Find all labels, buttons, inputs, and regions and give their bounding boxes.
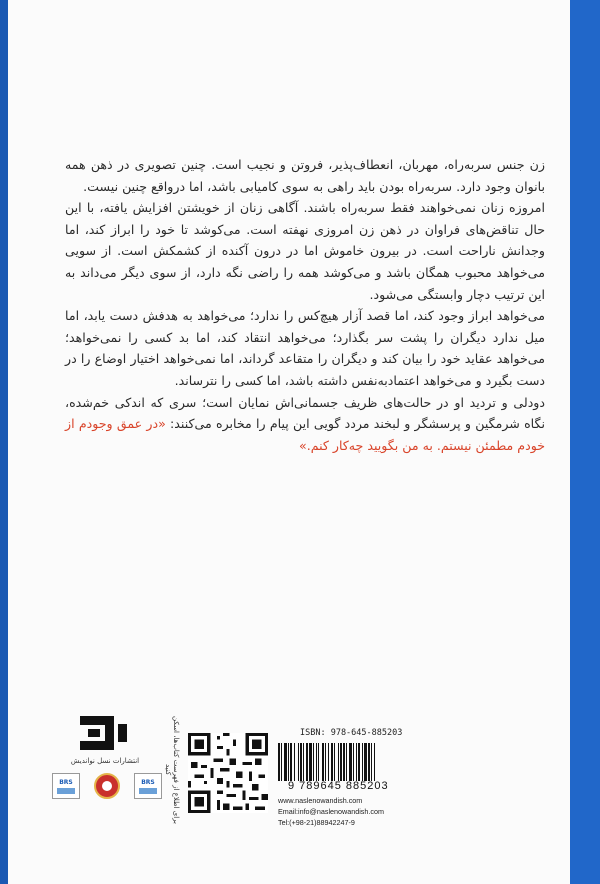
brs-badge-2-label: BRS — [141, 778, 155, 786]
brs-badge — [52, 773, 80, 799]
blurb-quote: «در عمق وجودم از خودم مطمئن نیستم. به من بگویید چه‌کار کنم.» — [65, 416, 545, 453]
barcode-bar — [290, 743, 292, 781]
barcode-bar — [298, 743, 299, 781]
blurb-text — [65, 154, 545, 456]
barcode-bar — [278, 743, 280, 781]
publisher-contact — [278, 795, 448, 828]
qr-code-icon — [188, 733, 268, 813]
seal-icon — [94, 773, 120, 799]
cover-left-edge — [0, 0, 8, 884]
barcode-bar — [322, 743, 324, 781]
barcode-bar — [325, 743, 326, 781]
cover-right-band — [570, 0, 600, 884]
barcode-bar — [306, 743, 308, 781]
brs-badge-2-bar — [139, 788, 157, 794]
barcode-bar — [356, 743, 357, 781]
barcode-bar — [368, 743, 370, 781]
qr-side-note: برای اطلاع از فهرست کتاب‌ها، اسکن کنید — [164, 716, 180, 824]
barcode-bar — [303, 743, 304, 781]
publisher-logo — [78, 714, 130, 754]
publisher-name: انتشارات نسل نواندیش — [70, 757, 140, 765]
barcode-bar — [340, 743, 342, 781]
barcode-bar — [328, 743, 329, 781]
brs-badge-label: BRS — [59, 778, 73, 786]
barcode-bar — [316, 743, 317, 781]
email-text: Email:info@naslenowandish.com — [278, 807, 384, 816]
barcode-bar — [300, 743, 302, 781]
barcode-bar — [371, 743, 372, 781]
barcode-bar — [313, 743, 314, 781]
barcode-bar — [353, 743, 354, 781]
barcode-bar — [309, 743, 312, 781]
certification-badges — [52, 773, 162, 799]
barcode-bar — [318, 743, 319, 781]
barcode-bar — [364, 743, 367, 781]
blurb-paragraph-4-text: دودلی و تردید او در حالت‌های ظریف جسمانی‌اش نمایان است؛ سری که اندکی خم‌شده، نگاه شرمگین و پرسشگر و لبخند مردد گویی این پیام را مخابره می‌کنند: — [65, 394, 545, 432]
blurb-paragraph-4 — [65, 392, 545, 457]
barcode-bar — [362, 743, 363, 781]
barcode-bar — [338, 743, 339, 781]
barcode-bar — [374, 743, 375, 781]
isbn-number: 9 789645 885203 — [288, 780, 389, 792]
barcode-bar — [343, 743, 345, 781]
barcode-bar — [334, 743, 335, 781]
blurb-paragraph-3: می‌خواهد ابراز وجود کند، اما قصد آزار هیچ‌کس را ندارد؛ می‌خواهد به هدفش دست یابد، اما میل ندارد دیگران را پشت سر بگذارد؛ می‌خواهد انتقاد کند، اما بد کسی را نمی‌خواهد؛ می‌خواهد عقاید خود را بیان کند و دیگران را متقاعد گرداند، اما نمی‌خواهد اختیار اوضاع را در دست بگیرد و می‌خواهد اعتمادبه‌نفس داشته باشد، اما کسی را نترساند. — [65, 308, 545, 388]
brs-badge-bar — [57, 788, 75, 794]
barcode-bar — [358, 743, 360, 781]
barcode-bar — [281, 743, 282, 781]
barcode-bar — [288, 743, 289, 781]
blurb-paragraph-2: امروزه زنان نمی‌خواهند فقط سربه‌راه باشند. آگاهی زنان از خویشتن افزایش یافته، با این حال تناقض‌های فراوان در ذهن زن امروزی نهفته است. می‌کوشد تا خود را ابراز کند، اما وجدانش ناراحت است. در بیرون خاموش اما در درون آکنده از کشمکش است. از سویی می‌خواهد محبوب همگان باشد و می‌کوشد همه را راضی نگه دارد، از سوی دیگر می‌داند به این ترتیب دچار وابستگی می‌شود. — [65, 200, 545, 302]
barcode-bar — [294, 743, 295, 781]
website-text: www.naslenowandish.com — [278, 796, 363, 805]
barcode-bar — [284, 743, 287, 781]
seal-center — [102, 781, 112, 791]
isbn-label: ISBN: 978-645-885203 — [300, 728, 403, 738]
barcode-bar — [346, 743, 347, 781]
blurb-paragraph-1: زن جنس سربه‌راه، مهربان، انعطاف‌پذیر، فروتن و نجیب است. چنین تصویری در ذهن همه بانوان وجود دارد. سربه‌راه بودن باید راهی به سوی کامیابی باشد، اما درواقع چنین نیست. — [65, 157, 545, 194]
isbn-barcode — [276, 743, 416, 781]
phone-text: Tel:(+98-21)88942247-9 — [278, 818, 355, 827]
barcode-bar — [331, 743, 333, 781]
barcode-bar — [349, 743, 352, 781]
brs-badge-2 — [134, 773, 162, 799]
